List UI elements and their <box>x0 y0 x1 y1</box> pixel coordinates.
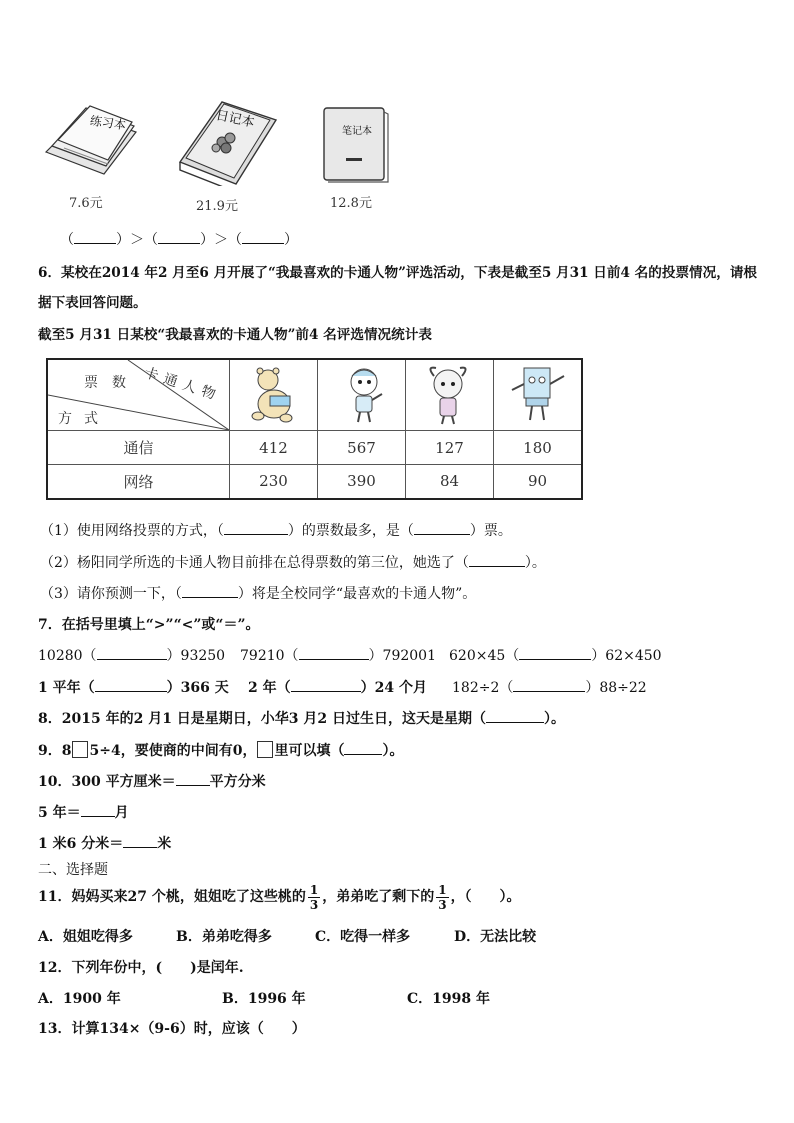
q13-stem: 13．计算134×（9-6）时，应该（ ） <box>38 1021 306 1037</box>
table-row <box>47 465 582 499</box>
character-sponge <box>494 359 583 431</box>
book-price: 21.9元 <box>196 199 238 214</box>
book-cover-label: 练习本 <box>89 113 127 133</box>
answer-blank[interactable] <box>74 229 116 244</box>
answer-blank[interactable] <box>291 677 361 692</box>
q11-option-c[interactable]: C．吃得一样多 <box>315 929 411 945</box>
q12-option-b[interactable]: B．1996 年 <box>222 991 306 1007</box>
goat-character-icon <box>406 360 493 430</box>
q8: 8．2015 年的2 月1 日是星期日，小华3 月2 日过生日，这天是星期（ ）。 <box>38 708 565 728</box>
q7-row1: 620×45（ ）62×450 <box>449 645 662 665</box>
section-heading: 二、选择题 <box>38 862 108 878</box>
table-diagonal-header <box>47 359 230 431</box>
q6-sub2: （2）杨阳同学所选的卡通人物目前排在总得票数的第三位，她选了（ ）。 <box>40 552 546 572</box>
fraction: $\frac{1}{3}$ <box>309 882 319 912</box>
character-2 <box>318 359 406 431</box>
header-middle: 票数 <box>84 375 140 391</box>
q7-row1: 10280（ ）93250 <box>38 645 225 665</box>
q11-stem: 11．妈妈买来27 个桃，姐姐吃了这些桃的 $\frac{1}{3}$ ，弟弟吃了剩下的 $\frac{1}{3}$ ，（ ）。 <box>38 882 521 912</box>
q6-stem-line1: 6．某校在2014 年2 月至6 月开展了“我最喜欢的卡通人物”评选活动，下表是截至5 月31 日前4 名的投票情况，请根 <box>38 265 758 281</box>
answer-blank[interactable] <box>344 740 382 755</box>
table-cell: 127 <box>406 431 494 465</box>
table-cell: 180 <box>494 431 583 465</box>
greater-sign: ＞ <box>130 232 144 248</box>
q11-option-d[interactable]: D．无法比较 <box>454 929 537 945</box>
row-label: 通信 <box>47 431 230 465</box>
table-caption: 截至5 月31 日某校“我最喜欢的卡通人物”前4 名评选情况统计表 <box>38 327 432 343</box>
cartoon-character-icon <box>318 360 405 430</box>
table-cell: 390 <box>318 465 406 499</box>
answer-blank[interactable] <box>513 677 585 692</box>
q12-option-c[interactable]: C．1998 年 <box>407 991 490 1007</box>
book-diary <box>176 100 280 186</box>
book-practice <box>44 104 140 184</box>
answer-blank[interactable] <box>95 677 167 692</box>
q7-title: 7．在括号里填上“>”“<”或“＝”。 <box>38 617 260 633</box>
q9: 9．8 5÷4，要使商的中间有0， 里可以填（ ）。 <box>38 740 403 760</box>
table-cell: 567 <box>318 431 406 465</box>
answer-blank[interactable] <box>97 645 167 660</box>
q7-row1: 79210（ ）792001 <box>240 645 436 665</box>
fraction: $\frac{1}{3}$ <box>438 882 447 912</box>
header-bottom-left: 方式 <box>58 411 110 427</box>
book-price: 12.8元 <box>330 196 372 211</box>
answer-blank[interactable] <box>123 833 157 848</box>
book-cover-label: 笔记本 <box>342 126 372 137</box>
notebook-icon <box>320 104 392 184</box>
answer-blank[interactable] <box>519 645 591 660</box>
character-goat <box>406 359 494 431</box>
character-pooh <box>230 359 318 431</box>
q11-option-b[interactable]: B．弟弟吃得多 <box>176 929 272 945</box>
answer-blank[interactable] <box>469 552 525 567</box>
answer-blank[interactable] <box>182 583 238 598</box>
bear-character-icon <box>230 360 317 430</box>
answer-blank[interactable] <box>242 229 284 244</box>
q12-stem: 12．下列年份中，( )是闰年. <box>38 960 244 976</box>
q10-line1: 10．300 平方厘米＝ 平方分米 <box>38 771 266 791</box>
q7-row2: 1 平年（ ）366 天 <box>38 677 229 697</box>
header-top-right: 卡通人物 <box>142 364 224 405</box>
table-cell: 90 <box>494 465 583 499</box>
book-price: 7.6元 <box>69 196 103 211</box>
table-cell: 412 <box>230 431 318 465</box>
answer-blank[interactable] <box>81 802 115 817</box>
q6-sub1: （1）使用网络投票的方式，（ ）的票数最多，是（ ）票。 <box>40 520 512 540</box>
compare-line: （ ）＞（ ）＞（ ） <box>60 229 298 249</box>
vote-table <box>46 358 583 500</box>
q6-stem-line2: 据下表回答问题。 <box>38 295 147 311</box>
table-cell: 230 <box>230 465 318 499</box>
q12-option-a[interactable]: A．1900 年 <box>38 991 121 1007</box>
answer-blank[interactable] <box>299 645 369 660</box>
q10-line3: 1 米6 分米＝ 米 <box>38 833 171 853</box>
q7-row2: 182÷2（ ）88÷22 <box>452 677 647 697</box>
answer-blank[interactable] <box>224 520 288 535</box>
q10-line2: 5 年＝ 月 <box>38 802 129 822</box>
q7-row2: 2 年（ ）24 个月 <box>248 677 427 697</box>
q11-option-a[interactable]: A．姐姐吃得多 <box>38 929 133 945</box>
digit-box[interactable] <box>257 741 273 758</box>
table-row <box>47 431 582 465</box>
answer-blank[interactable] <box>176 771 210 786</box>
answer-blank[interactable] <box>486 708 544 723</box>
book-cover-label: 日记本 <box>214 108 256 131</box>
answer-blank[interactable] <box>158 229 200 244</box>
row-label: 网络 <box>47 465 230 499</box>
table-cell: 84 <box>406 465 494 499</box>
answer-blank[interactable] <box>414 520 470 535</box>
sponge-character-icon <box>494 360 581 430</box>
digit-box[interactable] <box>72 741 88 758</box>
q6-sub3: （3）请你预测一下，（ ）将是全校同学“最喜欢的卡通人物”。 <box>40 583 476 603</box>
greater-sign: ＞ <box>214 232 228 248</box>
book-notebook <box>320 104 392 184</box>
